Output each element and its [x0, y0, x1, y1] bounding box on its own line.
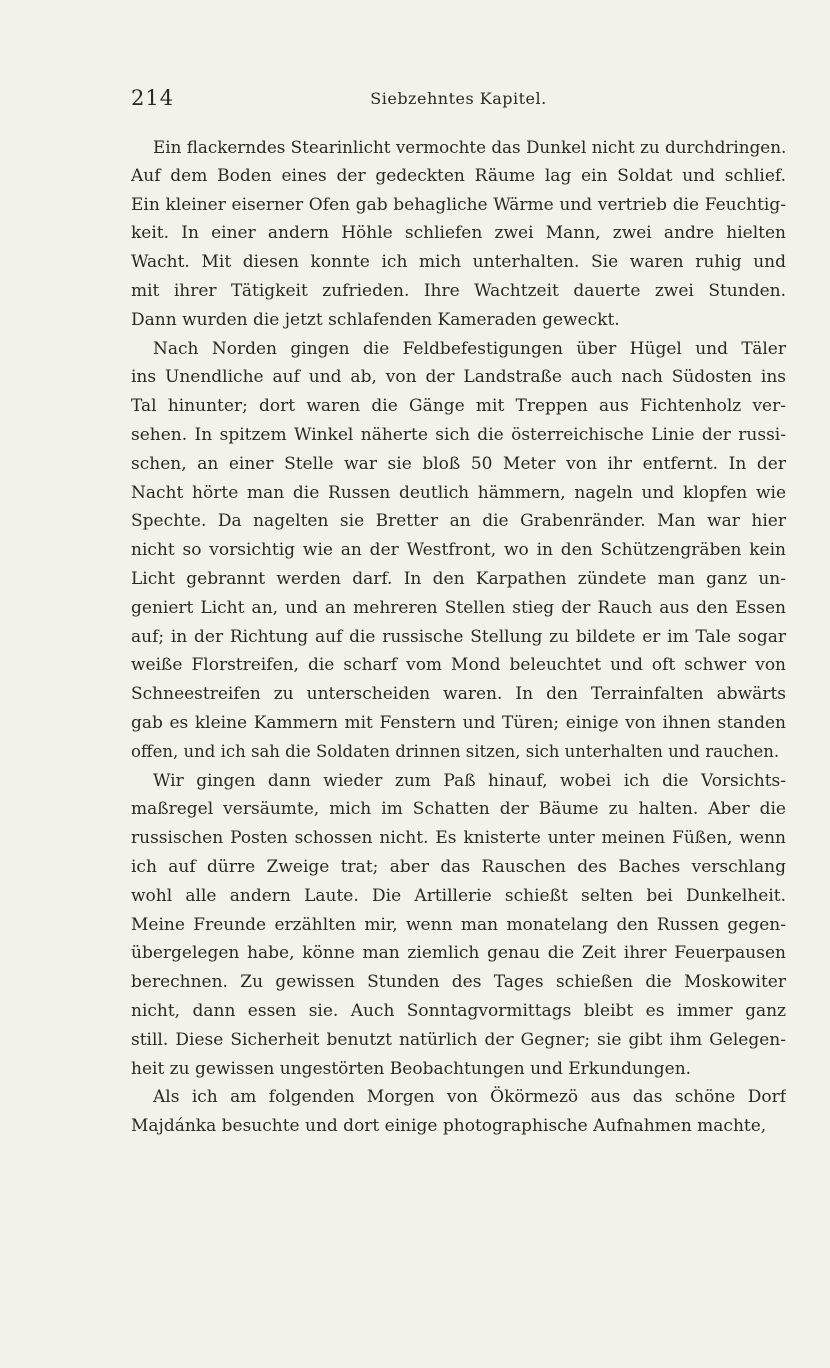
text-line: Auf dem Boden eines der gedeckten Räume lag ein Soldat und schlief. — [131, 165, 786, 186]
body-text — [131, 133, 786, 1141]
text-line: ich auf dürre Zweige trat; aber das Rauschen des Baches verschlang — [131, 856, 786, 877]
paragraph — [131, 1083, 786, 1141]
text-line: Nach Norden gingen die Feldbefestigungen über Hügel und Täler — [153, 338, 786, 359]
text-line: geniert Licht an, und an mehreren Stellen stieg der Rauch aus den Essen — [131, 597, 786, 618]
page-header — [131, 86, 786, 116]
text-line: Tal hinunter; dort waren die Gänge mit Treppen aus Fichtenholz ver- — [131, 396, 786, 417]
text-line: berechnen. Zu gewissen Stunden des Tages schießen die Moskowiter — [131, 972, 786, 993]
text-line: offen, und ich sah die Soldaten drinnen sitzen, sich unterhalten und rauchen. — [131, 741, 780, 761]
text-line: weiße Florstreifen, die scharf vom Mond beleuchtet und oft schwer von — [131, 655, 786, 676]
text-line: ins Unendliche auf und ab, von der Landstraße auch nach Südosten ins — [131, 367, 786, 388]
text-line: sehen. In spitzem Winkel näherte sich die österreichische Linie der russi- — [131, 424, 786, 445]
text-line: Spechte. Da nagelten sie Bretter an die Grabenränder. Man war hier — [131, 511, 786, 532]
paragraph — [131, 767, 786, 1084]
text-line: Nacht hörte man die Russen deutlich hämmern, nageln und klopfen wie — [131, 482, 786, 503]
text-line: Majdánka besuchte und dort einige photographische Aufnahmen machte, — [131, 1116, 767, 1137]
paragraph — [131, 335, 786, 767]
text-line: maßregel versäumte, mich im Schatten der Bäume zu halten. Aber die — [131, 799, 786, 820]
text-line: heit zu gewissen ungestörten Beobachtungen und Erkundungen. — [131, 1058, 692, 1079]
text-line: übergelegen habe, könne man ziemlich genau die Zeit ihrer Feuerpausen — [131, 943, 786, 964]
text-line: nicht, dann essen sie. Auch Sonntagvormittags bleibt es immer ganz — [131, 1000, 786, 1021]
running-head: Siebzehntes Kapitel. — [370, 89, 547, 108]
text-line: Schneestreifen zu unterscheiden waren. In den Terrainfalten abwärts — [131, 684, 786, 705]
text-line: auf; in der Richtung auf die russische Stellung zu bildete er im Tale sogar — [131, 626, 786, 647]
text-line: Ein kleiner eiserner Ofen gab behagliche Wärme und vertrieb die Feuchtig- — [131, 194, 786, 215]
text-line: Dann wurden die jetzt schlafenden Kameraden geweckt. — [131, 309, 620, 330]
paragraph — [131, 133, 786, 335]
text-line: Als ich am folgenden Morgen von Ökörmezö aus das schöne Dorf — [153, 1087, 786, 1108]
text-line: russischen Posten schossen nicht. Es knisterte unter meinen Füßen, wenn — [131, 828, 786, 849]
text-line: still. Diese Sicherheit benutzt natürlich der Gegner; sie gibt ihm Gelegen- — [131, 1029, 786, 1050]
text-line: schen, an einer Stelle war sie bloß 50 Meter von ihr entfernt. In der — [131, 453, 786, 474]
text-line: Meine Freunde erzählten mir, wenn man monatelang den Russen gegen- — [131, 914, 786, 935]
text-line: wohl alle andern Laute. Die Artillerie schießt selten bei Dunkelheit. — [131, 885, 786, 906]
text-line: Wir gingen dann wieder zum Paß hinauf, wobei ich die Vorsichts- — [153, 770, 786, 791]
text-line: mit ihrer Tätigkeit zufrieden. Ihre Wachtzeit dauerte zwei Stunden. — [131, 280, 786, 301]
text-line: Ein flackerndes Stearinlicht vermochte das Dunkel nicht zu durchdringen. — [153, 137, 786, 157]
text-line: keit. In einer andern Höhle schliefen zwei Mann, zwei andre hielten — [131, 223, 786, 244]
page-number: 214 — [131, 86, 175, 110]
text-line: Wacht. Mit diesen konnte ich mich unterhalten. Sie waren ruhig und — [131, 252, 786, 273]
text-line: Licht gebrannt werden darf. In den Karpathen zündete man ganz un- — [131, 568, 786, 589]
text-line: nicht so vorsichtig wie an der Westfront, wo in den Schützengräben kein — [131, 540, 786, 561]
text-line: gab es kleine Kammern mit Fenstern und Türen; einige von ihnen standen — [131, 712, 786, 733]
